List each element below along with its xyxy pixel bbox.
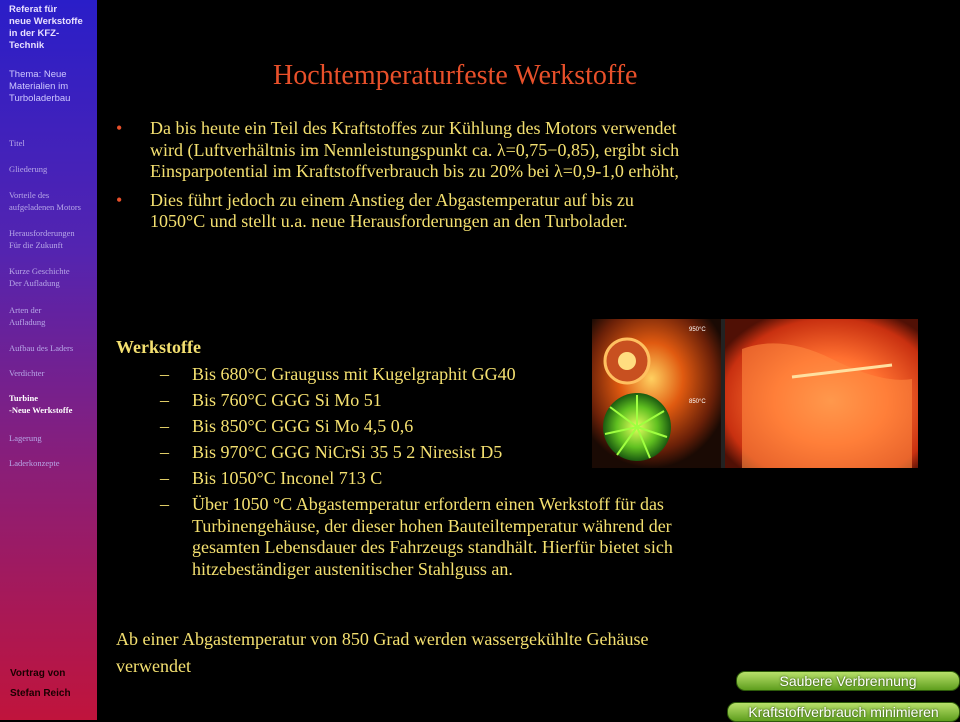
sidebar-theme <box>9 69 97 105</box>
thermal-image <box>592 319 918 468</box>
dash-marker: – <box>160 364 169 384</box>
slide-title: Hochtemperaturfeste Werkstoffe <box>273 60 638 91</box>
material-text: Bis 680°C Grauguss mit Kugelgraphit GG40 <box>192 364 516 384</box>
bullet-item <box>116 190 686 233</box>
material-text: Bis 1050°C Inconel 713 C <box>192 468 383 488</box>
material-item <box>160 468 680 490</box>
author-line: Vortrag von <box>10 668 66 679</box>
bullet-item <box>116 118 686 183</box>
section-heading: Werkstoffe <box>116 337 201 357</box>
temp-label-top: 950°C <box>689 327 706 333</box>
dash-marker: – <box>160 468 169 488</box>
nav-item-titel[interactable]: Titel <box>9 138 25 148</box>
bullet-marker: • <box>116 189 123 210</box>
sidebar-heading-line: Referat für <box>9 4 58 15</box>
material-text: Bis 760°C GGG Si Mo 51 <box>192 390 382 410</box>
nav-item-verdichter[interactable]: Verdichter <box>9 368 45 378</box>
nav-item-lagerung[interactable]: Lagerung <box>9 433 42 443</box>
sidebar-theme-line: Thema: Neue <box>9 69 67 80</box>
nav-item-herausforderungen[interactable]: Herausforderungen Für die Zukunft <box>9 228 75 250</box>
bullet-text: Dies führt jedoch zu einem Anstieg der Abgastemperatur auf bis zu 1050°C und stellt u.a. neue Herausforderungen an den Turbolader. <box>150 189 634 231</box>
material-text: Bis 850°C GGG Si Mo 4,5 0,6 <box>192 416 414 436</box>
nav-item-turbine[interactable]: Turbine -Neue Werkstoffe <box>9 393 73 415</box>
turbocharger-thermal-photo <box>592 319 918 468</box>
dash-marker: – <box>160 494 169 514</box>
closing-statement: Ab einer Abgastemperatur von 850 Grad werden wassergekühlte Gehäuse verwendet <box>116 629 649 676</box>
clean-combustion-button[interactable]: Saubere Verbrennung <box>736 671 960 691</box>
sidebar-theme-line: Materialien im <box>9 81 69 92</box>
dash-marker: – <box>160 416 169 436</box>
bullet-marker: • <box>116 118 123 138</box>
sidebar-heading-line: in der KFZ- <box>9 28 60 39</box>
sidebar-theme-line: Turboladerbau <box>9 93 71 104</box>
nav-item-vorteile[interactable]: Vorteile des aufgeladenen Motors <box>9 190 81 212</box>
nav-item-aufbau[interactable]: Aufbau des Laders <box>9 343 74 353</box>
nav-item-laderkonzepte[interactable]: Laderkonzepte <box>9 458 60 468</box>
temp-label-bottom: 850°C <box>689 399 706 405</box>
nav-item-geschichte[interactable]: Kurze Geschichte Der Aufladung <box>9 266 70 288</box>
material-text: Bis 970°C GGG NiCrSi 35 5 2 Niresist D5 <box>192 442 503 462</box>
bullet-list <box>116 118 686 240</box>
nav-item-gliederung[interactable]: Gliederung <box>9 164 48 174</box>
nav-item-arten[interactable]: Arten der Aufladung <box>9 305 46 327</box>
dash-marker: – <box>160 390 169 410</box>
author-line: Stefan Reich <box>10 688 71 699</box>
bullet-text: Da bis heute ein Teil des Kraftstoffes zur Kühlung des Motors verwendet wird (Luftverhältnis im Nennleistungspunkt ca. λ=0,75−0,85), ergibt sich Einsparpotential im Kraftstoffverbrauch bis zu 20% bei λ=0,9-1,0 erhöht, <box>150 118 680 181</box>
sidebar-heading-line: Technik <box>9 40 45 51</box>
material-item <box>160 494 680 580</box>
minimize-consumption-button[interactable]: Kraftstoffverbrauch minimieren <box>727 702 960 722</box>
dash-marker: – <box>160 442 169 462</box>
material-text: Über 1050 °C Abgastemperatur erfordern einen Werkstoff für das Turbinengehäuse, der dieser hohen Bauteiltemperatur während der gesamten Lebensdauer des Fahrzeugs standhält. Hierfür bietet sich hitzebeständiger austenitischer Stahlguss an. <box>192 494 673 579</box>
sidebar-heading-line: neue Werkstoffe <box>9 16 83 27</box>
sidebar-navigation <box>0 0 97 720</box>
